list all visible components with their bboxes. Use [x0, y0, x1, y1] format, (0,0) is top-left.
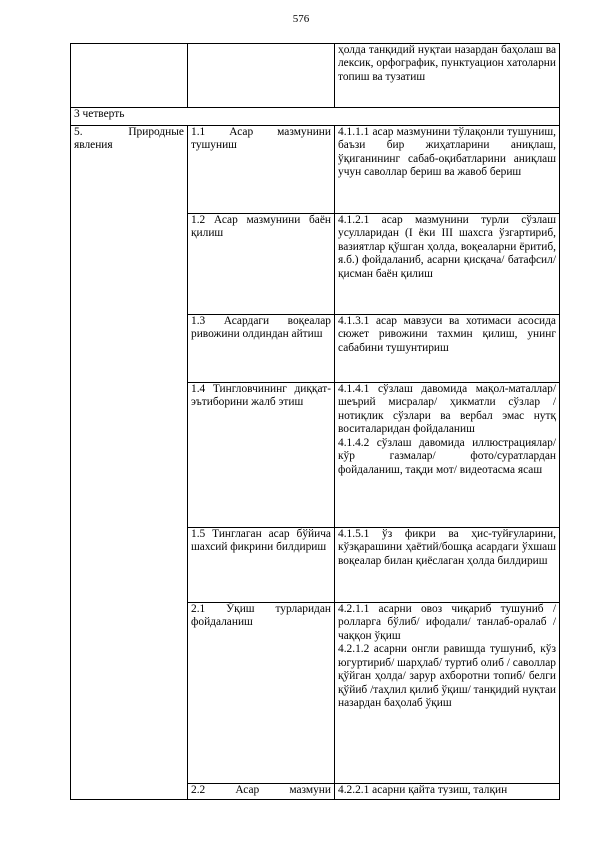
skill-text: 1.2 Асар мазмунини баён қилиш: [191, 214, 331, 240]
outcome-text: 4.2.2.1 асарни қайта тузиш, талқин: [338, 784, 508, 796]
skill-text: 1.4 Тингловчининг диққат-эътиборини жалб этиш: [191, 383, 331, 409]
table-row: [71, 126, 560, 214]
outcome-cell: [335, 528, 560, 603]
skill-text: 1.1 Асар мазмунини тушуниш: [191, 126, 331, 152]
theme-cell: [71, 126, 188, 800]
outcome-text: 4.1.3.1 асар мавзуси ва хотимаси асосида сюжет ривожини тахмин қилиш, унинг сабабини тушунтириш: [338, 315, 556, 354]
outcome-cell: [335, 126, 560, 214]
theme-title: 5. Природные явления: [74, 126, 184, 152]
empty-cell: [188, 44, 335, 108]
outcome-cell: [335, 383, 560, 528]
skill-text: 2.2 Асар мазмуни: [191, 784, 331, 796]
outcome-text: 4.1.2.1 асар мазмунини турли сўзлаш усулларидан (I ёки III шахсга ўзгартириб, вазиятлар қўшган ҳолда, воқеаларни ёритиб, я.б.) фойдаланиб, асарни қисқача/ батафсил/ қисман баён қилиш: [338, 214, 556, 280]
outcome-cell: [335, 214, 560, 315]
skill-text: 2.1 Ўқиш турларидан фойдаланиш: [191, 603, 331, 629]
outcome-text: 4.2.1.1 асарни овоз чиқариб тушуниб /ролларга бўлиб/ ифодали/ танлаб-оралаб / чаққон ўқиш: [338, 603, 556, 642]
outcome-text: 4.1.1.1 асар мазмунини тўлақонли тушуниш, баъзи бир жиҳатларини аниқлаш, ўқиганининг сабаб-оқибатларини аниқлаш учун саволлар бериш ва жавоб бериш: [338, 126, 556, 179]
outcome-text: 4.2.1.2 асарни онгли равишда тушуниб, кўз югуртириб/ шарҳлаб/ туртиб олиб / саволлар қўйган ҳолда/ зарур ахборотни топиб/ белги қўйиб /таҳлил қилиб ўқиш/ танқидий нуқтаи назардан баҳолаб ўқиш: [338, 643, 556, 710]
skill-cell: [188, 214, 335, 315]
outcome-cell: [335, 315, 560, 383]
quarter-row: [71, 108, 560, 126]
skill-cell: [188, 528, 335, 603]
skill-text: 1.3 Асардаги воқеалар ривожини олдиндан айтиш: [191, 315, 331, 341]
outcome-text: 4.1.5.1 ўз фикри ва ҳис-туйғуларини, кўзқарашини ҳаётий/бошқа асардаги ўхшаш воқеалар билан қиёслаган ҳолда билдириш: [338, 528, 556, 567]
table-row: [71, 44, 560, 108]
outcome-text: ҳолда танқидий нуқтаи назардан баҳолаш ва лексик, орфографик, пунктуацион хатоларни топиш ва тузатиш: [338, 44, 556, 83]
page-number: 576: [292, 13, 310, 25]
skill-cell: [188, 784, 335, 800]
skill-text: 1.5 Тинглаган асар бўйича шахсий фикрини билдириш: [191, 528, 331, 554]
skill-cell: [188, 126, 335, 214]
outcome-cell: [335, 784, 560, 800]
quarter-label: 3 четверть: [71, 108, 560, 126]
skill-cell: [188, 383, 335, 528]
skill-cell: [188, 603, 335, 784]
curriculum-table: [70, 43, 560, 800]
outcome-text: 4.1.4.2 сўзлаш давомида иллюстрациялар/кўр газмалар/ фото/суратлардан фойдаланиш, тақди мот/ видеотасма ясаш: [338, 436, 556, 476]
outcome-text: 4.1.4.1 сўзлаш давомида мақол-маталлар/шеърий мисралар/ ҳикматли сўзлар / нотиқлик сўзлари ва вербал эмас нутқ воситаларидан фойдаланиш: [338, 383, 556, 436]
skill-cell: [188, 315, 335, 383]
outcome-cell: [335, 603, 560, 784]
empty-cell: [71, 44, 188, 108]
carryover-outcome-cell: [335, 44, 560, 108]
